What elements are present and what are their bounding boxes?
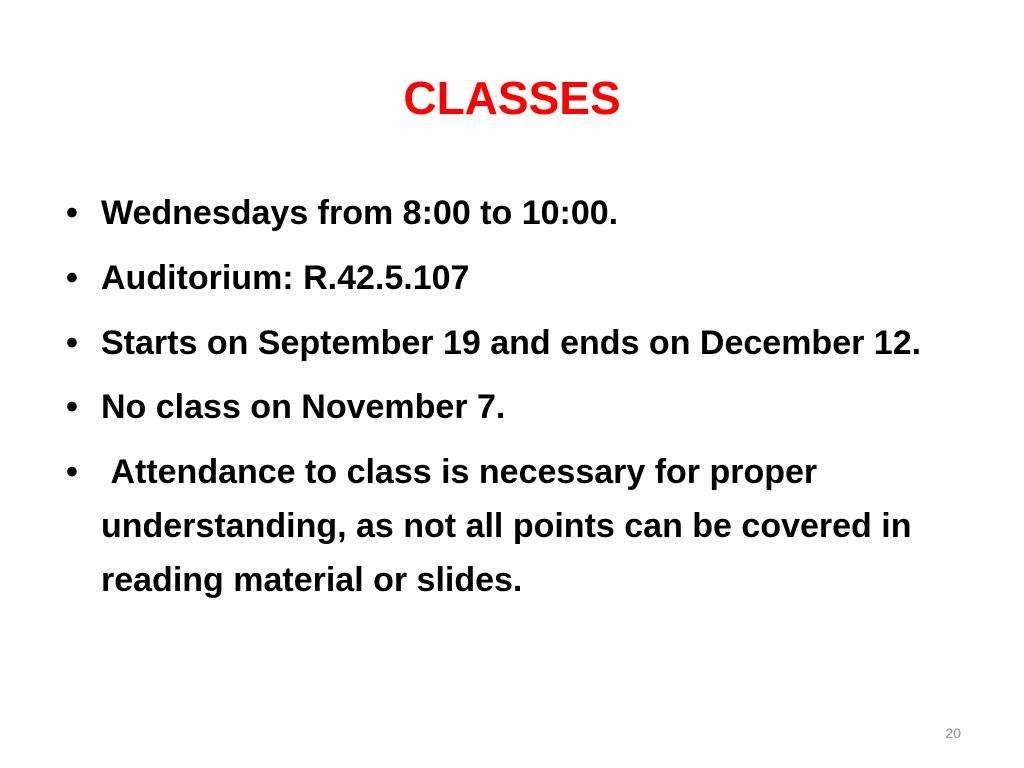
bullet-icon: • [66,324,78,362]
bullet-icon: • [66,194,78,232]
list-item [66,445,966,607]
list-item [66,380,966,435]
bullet-text: Starts on September 19 and ends on December 12. [101,324,922,362]
list-item [66,186,966,241]
list-item [66,251,966,306]
slide-title: CLASSES [403,72,621,124]
bullet-text: No class on November 7. [101,388,506,426]
bullet-list [66,186,966,617]
list-item [66,316,966,370]
page-number: 20 [945,725,961,741]
bullet-text: Wednesdays from 8:00 to 10:00. [101,194,619,232]
bullet-text: Attendance to class is necessary for proper understanding, as not all points can be covered in reading material or slides. [101,453,921,599]
bullet-icon: • [66,388,78,426]
bullet-text: Auditorium: R.42.5.107 [101,259,470,297]
bullet-icon: • [66,259,78,297]
bullet-icon: • [66,453,78,491]
